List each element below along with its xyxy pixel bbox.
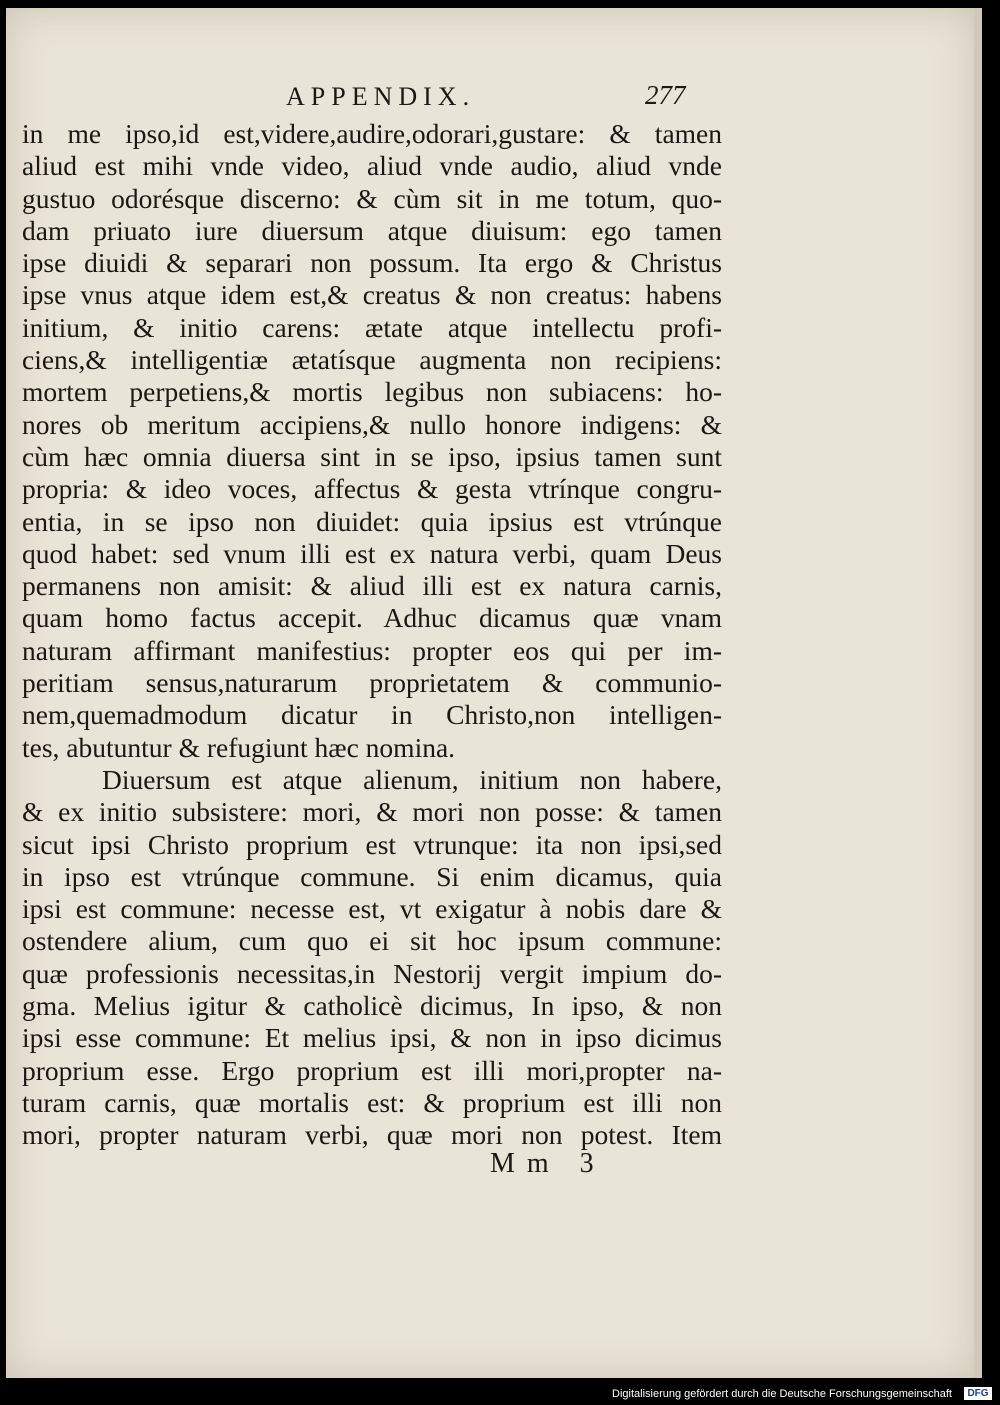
text-line: gma. Melius igitur & catholicè dicimus, In ipso, & non (22, 990, 722, 1022)
text-line: peritiam sensus,naturarum proprietatem & communio- (22, 667, 722, 699)
text-line: mori, propter naturam verbi, quæ mori non potest. Item (22, 1119, 722, 1151)
body-text (22, 118, 722, 1152)
text-line: mortem perpetiens,& mortis legibus non subiacens: ho- (22, 376, 722, 408)
text-line: turam carnis, quæ mortalis est: & proprium est illi non (22, 1086, 722, 1118)
text-line: initium, & initio carens: ætate atque intellectu profi- (22, 311, 722, 343)
text-line: ostendere alium, cum quo ei sit hoc ipsum commune: (22, 925, 722, 957)
text-line: dam priuato iure diuersum atque diuisum: ego tamen (22, 214, 722, 246)
page-edge (974, 8, 982, 1378)
text-line: ipsi esse commune: Et melius ipsi, & non in ipso dicimus (22, 1022, 722, 1054)
text-line: nem,quemadmodum dicatur in Christo,non intelligen- (22, 699, 722, 731)
text-line: permanens non amisit: & aliud illi est ex natura carnis, (22, 570, 722, 602)
text-line: & ex initio subsistere: mori, & mori non posse: & tamen (22, 796, 722, 828)
text-line: aliud est mihi vnde video, aliud vnde audio, aliud vnde (22, 150, 722, 182)
text-line: entia, in se ipso non diuidet: quia ipsius est vtrúnque (22, 505, 722, 537)
text-line: ipse diuidi & separari non possum. Ita ergo & Christus (22, 247, 722, 279)
text-line: gustuo odorésque discerno: & cùm sit in me totum, quo- (22, 182, 722, 214)
text-line: quam homo factus accepit. Adhuc dicamus quæ vnam (22, 602, 722, 634)
text-line: proprium esse. Ergo proprium est illi mori,propter na- (22, 1054, 722, 1086)
running-header: APPENDIX. (286, 82, 476, 111)
text-line: in ipso est vtrúnque commune. Si enim dicamus, quia (22, 860, 722, 892)
text-line: Diuersum est atque alienum, initium non habere, (102, 763, 722, 795)
text-line: tes, abutuntur & refugiunt hæc nomina. (22, 731, 456, 763)
text-line: propria: & ideo voces, affectus & gesta vtrínque congru- (22, 473, 722, 505)
text-line: in me ipso,id est,videre,audire,odorari,gustare: & tamen (22, 118, 722, 149)
text-line: naturam affirmant manifestius: propter eos qui per im- (22, 634, 722, 666)
dfg-logo: DFG (964, 1387, 992, 1400)
text-line: cùm hæc omnia diuersa sint in se ipso, ipsius tamen sunt (22, 440, 722, 472)
text-line: ipsi est commune: necesse est, vt exigatur à nobis dare & (22, 893, 722, 925)
text-line: quæ professionis necessitas,in Nestorij vergit impium do- (22, 957, 722, 989)
digitization-credit: Digitalisierung gefördert durch die Deutsche Forschungsgemeinschaft (612, 1388, 952, 1400)
page-number: 277 (645, 80, 686, 110)
text-line: sicut ipsi Christo proprium est vtrunque: ita non ipsi,sed (22, 828, 722, 860)
signature-mark: Mm 3 (490, 1148, 606, 1179)
text-line: quod habet: sed vnum illi est ex natura verbi, quam Deus (22, 537, 722, 569)
text-line: nores ob meritum accipiens,& nullo honore indigens: & (22, 408, 722, 440)
text-line: ciens,& intelligentiæ ætatísque augmenta non recipiens: (22, 344, 722, 376)
text-line: ipse vnus atque idem est,& creatus & non creatus: habens (22, 279, 722, 311)
